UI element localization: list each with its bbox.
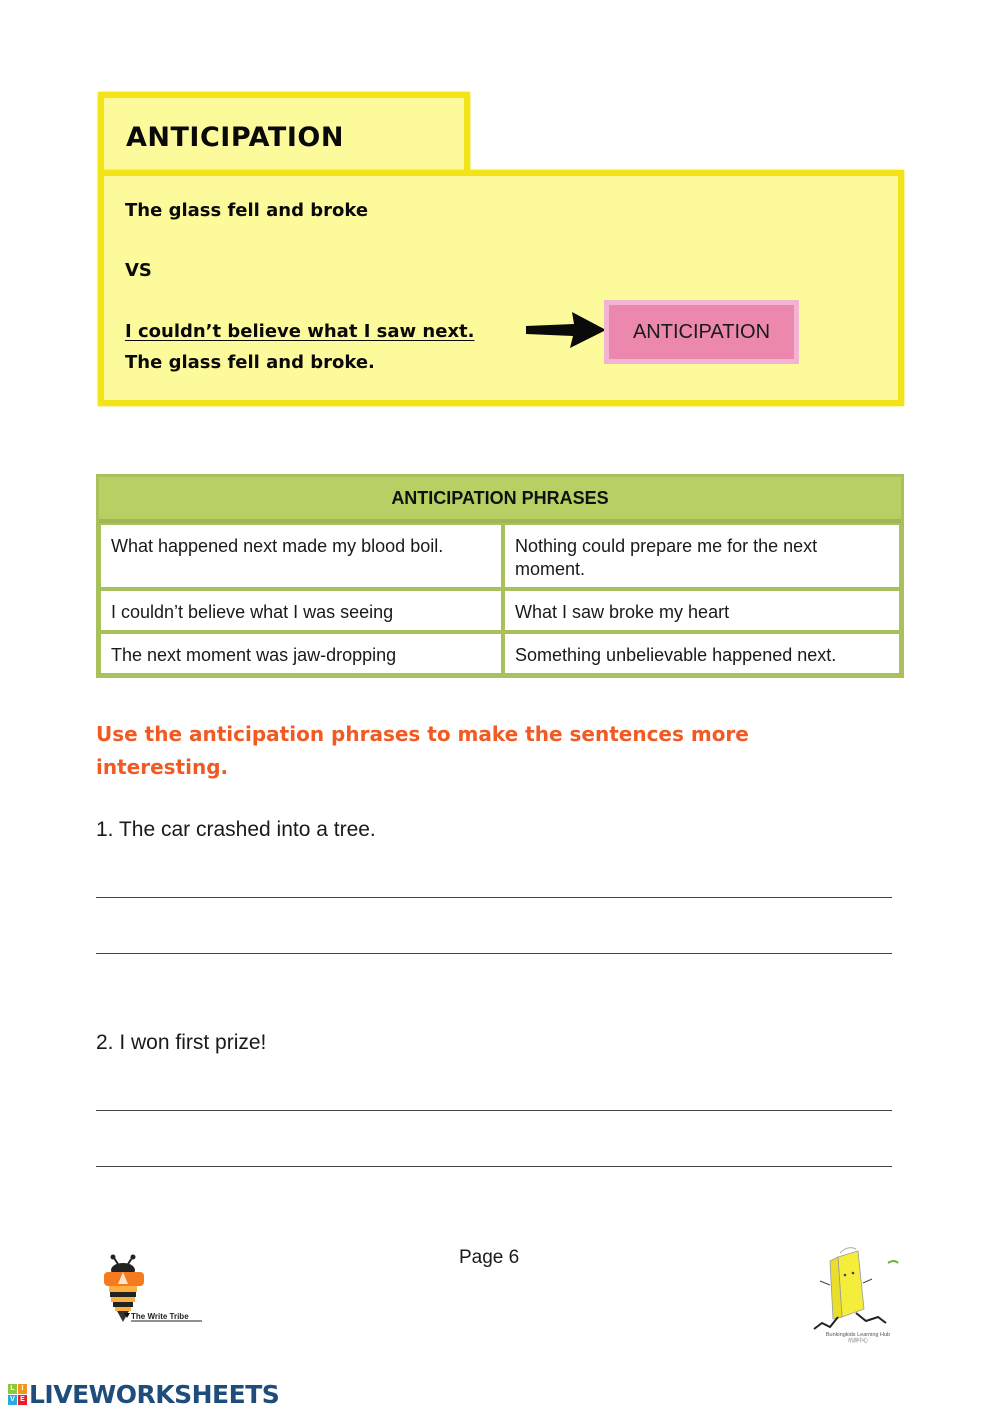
table-cell: What I saw broke my heart xyxy=(503,589,901,632)
block-i: I xyxy=(18,1384,27,1394)
concept-box xyxy=(98,170,904,406)
answer-line-1a[interactable] xyxy=(96,897,892,898)
liveworksheets-brand[interactable] xyxy=(8,1380,279,1409)
example-anticipation-sentence: The glass fell and broke. xyxy=(125,352,375,373)
block-l: L xyxy=(8,1384,17,1394)
table-cell: I couldn’t believe what I was seeing xyxy=(99,589,503,632)
question-1: 1. The car crashed into a tree. xyxy=(96,818,376,841)
answer-line-2b[interactable] xyxy=(96,1166,892,1167)
answer-line-2a[interactable] xyxy=(96,1110,892,1111)
table-cell: What happened next made my blood boil. xyxy=(99,523,503,589)
table-cell: The next moment was jaw-dropping xyxy=(99,632,503,675)
instruction-text: Use the anticipation phrases to make the sentences more interesting. xyxy=(96,722,749,779)
example-plain: The glass fell and broke xyxy=(125,200,369,221)
question-2: 2. I won first prize! xyxy=(96,1031,267,1054)
brand-name: LIVEWORKSHEETS xyxy=(29,1380,280,1409)
concept-title: ANTICIPATION xyxy=(126,122,344,153)
svg-text:培訓中心: 培訓中心 xyxy=(847,1338,869,1344)
table-cell: Nothing could prepare me for the next moment. xyxy=(503,523,901,589)
block-e: E xyxy=(18,1395,27,1405)
running-book-icon xyxy=(808,1245,908,1345)
anticipation-label: ANTICIPATION xyxy=(604,300,799,364)
example-anticipation-phrase: I couldn’t believe what I saw next. xyxy=(125,321,475,342)
table-header: ANTICIPATION PHRASES xyxy=(99,477,901,523)
anticipation-phrases-table xyxy=(96,474,904,678)
page-number: Page 6 xyxy=(459,1247,520,1268)
bee-icon xyxy=(100,1252,210,1327)
svg-text:Bunkingkids Learning Hub: Bunkingkids Learning Hub xyxy=(825,1332,891,1338)
table-row xyxy=(99,632,901,675)
table-cell: Something unbelievable happened next. xyxy=(503,632,901,675)
table-row xyxy=(99,589,901,632)
answer-line-1b[interactable] xyxy=(96,953,892,954)
concept-title-tab xyxy=(98,92,470,172)
svg-text:The Write Tribe: The Write Tribe xyxy=(131,1312,189,1321)
versus-label: VS xyxy=(125,260,152,281)
live-blocks-icon xyxy=(8,1384,27,1405)
block-v: V xyxy=(8,1395,17,1405)
right-arrow-icon xyxy=(524,308,609,352)
table-row xyxy=(99,523,901,589)
